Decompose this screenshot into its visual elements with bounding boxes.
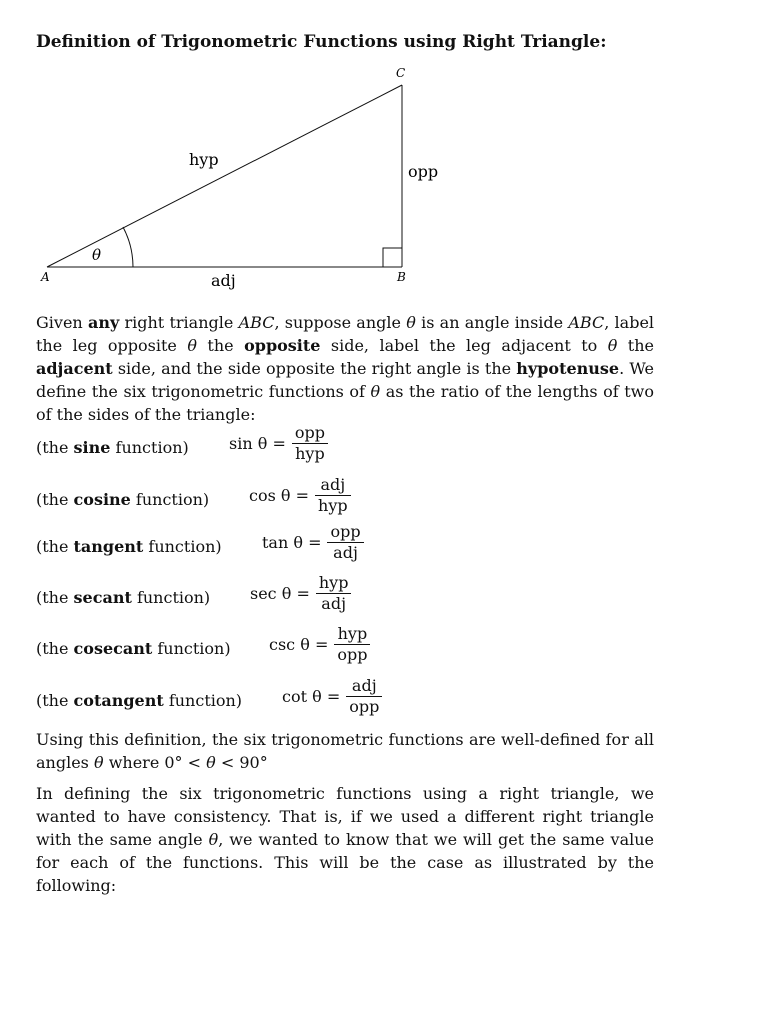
page-title: Definition of Trigonometric Functions using Right Triangle: [36,32,607,52]
well-defined-paragraph: Using this definition, the six trigonometric functions are well-defined for all angles θ where 0° < θ < 90° [36,730,654,772]
definition-label: (the tangent function) [36,537,222,556]
definition-label: (the cosine function) [36,490,210,509]
consistency-paragraph: In defining the six trigonometric functions using a right triangle, we wanted to have consistency. That is, if we used a different right triangle with the same angle θ, we wanted to know that we will get the same value for each of the functions. This will be the case as illustrated by the following: [36,784,654,895]
definition-formula: tan θ = $\frac{\text{opp}}{\text{adj}}$ [262,522,364,563]
vertex-a-label: A [41,270,50,284]
definition-formula: sec θ = $\frac{\text{hyp}}{\text{adj}}$ [250,573,351,614]
definition-formula: cot θ = $\frac{\text{adj}}{\text{opp}}$ [282,676,382,717]
definition-formula: csc θ = $\frac{\text{hyp}}{\text{opp}}$ [269,624,370,665]
opp-label: opp [408,162,439,181]
definition-label: (the sine function) [36,438,189,457]
theta-label: θ [92,246,102,264]
right-triangle-diagram [0,58,768,298]
definition-label: (the cosecant function) [36,639,231,658]
angle-arc [123,227,133,267]
definition-label: (the cotangent function) [36,691,243,710]
vertex-b-label: B [397,270,406,284]
hyp-label: hyp [189,150,219,169]
definition-formula: cos θ = $\frac{\text{adj}}{\text{hyp}}$ [249,475,351,516]
adj-label: adj [211,271,236,290]
right-angle-mark [383,248,402,267]
vertex-c-label: C [396,66,406,80]
intro-paragraph: Given any right triangle ABC, suppose angle θ is an angle inside ABC, label the leg opposite θ the opposite side, label the leg adjacent to θ the adjacent side, and the side opposite the right angle is the hypotenuse. We define the six trigonometric functions of θ as the ratio of the lengths of two of the sides of the triangle: [36,313,655,424]
side-hypotenuse-line [47,85,402,267]
definition-label: (the secant function) [36,588,211,607]
definition-formula: sin θ = $\frac{\text{opp}}{\text{hyp}}$ [229,423,328,464]
